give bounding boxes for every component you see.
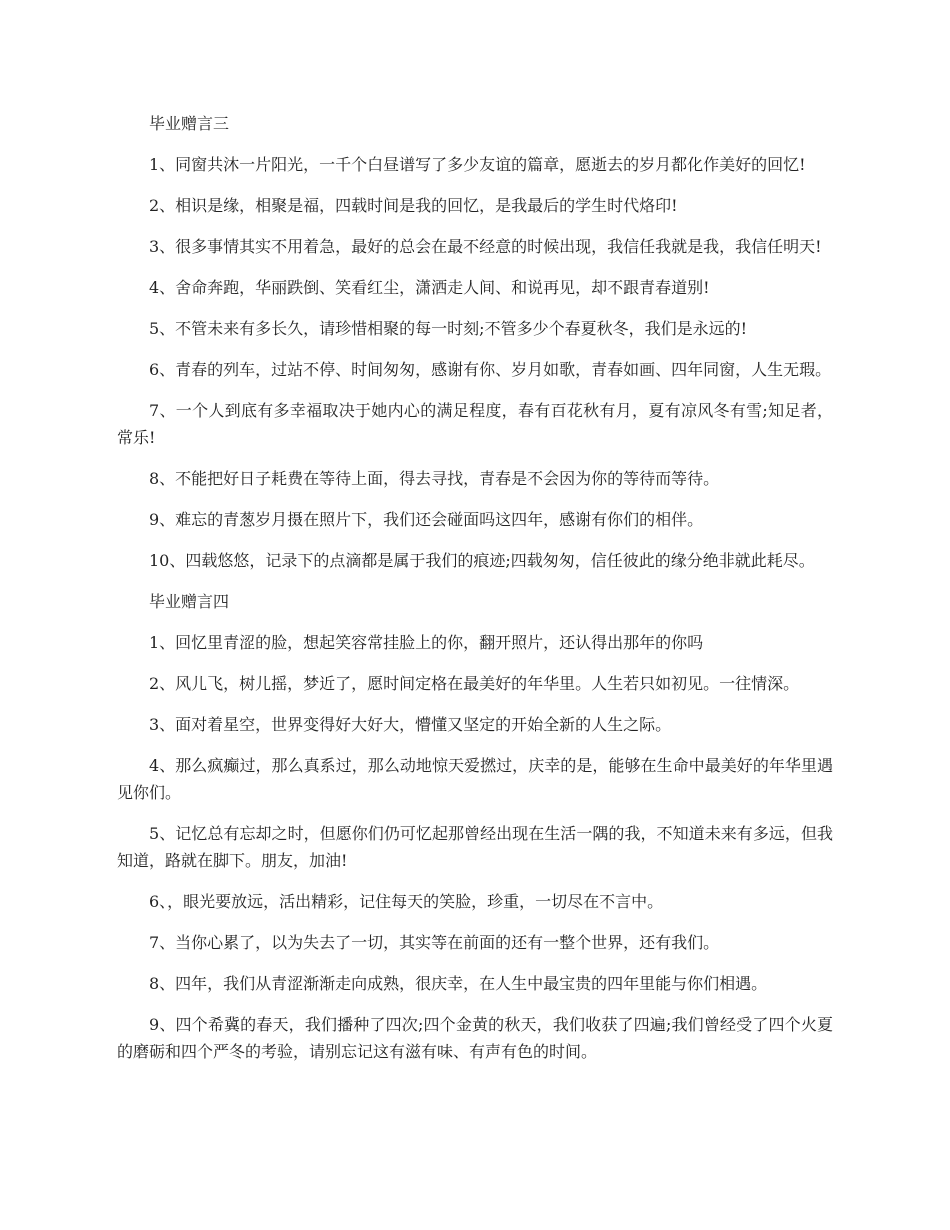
list-item: 9、难忘的青葱岁月摄在照片下，我们还会碰面吗这四年，感谢有你们的相伴。	[149, 510, 704, 529]
list-item: 1、同窗共沐一片阳光，一千个白昼谱写了多少友谊的篇章，愿逝去的岁月都化作美好的回忆!	[149, 155, 806, 174]
list-item: 9、四个希冀的春天，我们播种了四次;四个金黄的秋天，我们收获了四遍;我们曾经受了四个火夏的磨砺和四个严冬的考验，请别忘记这有滋有味、有声有色的时间。	[117, 1015, 833, 1061]
list-item: 4、舍命奔跑，华丽跌倒、笑看红尘，潇洒走人间、和说再见，却不跟青春道别!	[149, 278, 710, 297]
section-title: 毕业赠言三	[149, 114, 230, 133]
section-title: 毕业赠言四	[149, 592, 230, 611]
list-item: 6、青春的列车，过站不停、时间匆匆，感谢有你、岁月如歌，青春如画、四年同窗，人生无瑕。	[149, 360, 832, 379]
list-item: 8、不能把好日子耗费在等待上面，得去寻找，青春是不会因为你的等待而等待。	[149, 469, 720, 488]
list-item: 2、相识是缘，相聚是福，四载时间是我的回忆，是我最后的学生时代烙印!	[149, 196, 678, 215]
list-item: 8、四年，我们从青涩渐渐走向成熟，很庆幸，在人生中最宝贵的四年里能与你们相遇。	[149, 974, 768, 993]
list-item: 7、一个人到底有多幸福取决于她内心的满足程度，春有百花秋有月，夏有凉风冬有雪;知足者，常乐!	[117, 401, 833, 447]
list-item: 10、四载悠悠，记录下的点滴都是属于我们的痕迹;四载匆匆，信任彼此的缘分绝非就此耗尽。	[149, 551, 815, 570]
list-item: 1、回忆里青涩的脸，想起笑容常挂脸上的你，翻开照片，还认得出那年的你吗	[149, 633, 704, 652]
list-item: 7、当你心累了，以为失去了一切，其实等在前面的还有一整个世界，还有我们。	[149, 933, 720, 952]
list-item: 3、面对着星空，世界变得好大好大，懵懂又坚定的开始全新的人生之际。	[149, 715, 672, 734]
list-item: 5、不管未来有多长久，请珍惜相聚的每一时刻;不管多少个春夏秋冬，我们是永远的!	[149, 319, 748, 338]
list-item: 3、很多事情其实不用着急，最好的总会在最不经意的时候出现，我信任我就是我，我信任明天!	[149, 237, 822, 256]
list-item: 5、记忆总有忘却之时，但愿你们仍可忆起那曾经出现在生活一隅的我，不知道未来有多远，但我知道，路就在脚下。朋友，加油!	[117, 824, 833, 870]
document-body	[117, 110, 833, 1079]
list-item: 2、风儿飞，树儿摇，梦近了，愿时间定格在最美好的年华里。人生若只如初见。一往情深。	[149, 674, 800, 693]
list-item: 4、那么疯癫过，那么真系过，那么动地惊天爱撚过，庆幸的是，能够在生命中最美好的年华里遇见你们。	[117, 756, 833, 802]
list-item: 6、，眼光要放远，活出精彩，记住每天的笑脸，珍重，一切尽在不言中。	[149, 892, 664, 911]
